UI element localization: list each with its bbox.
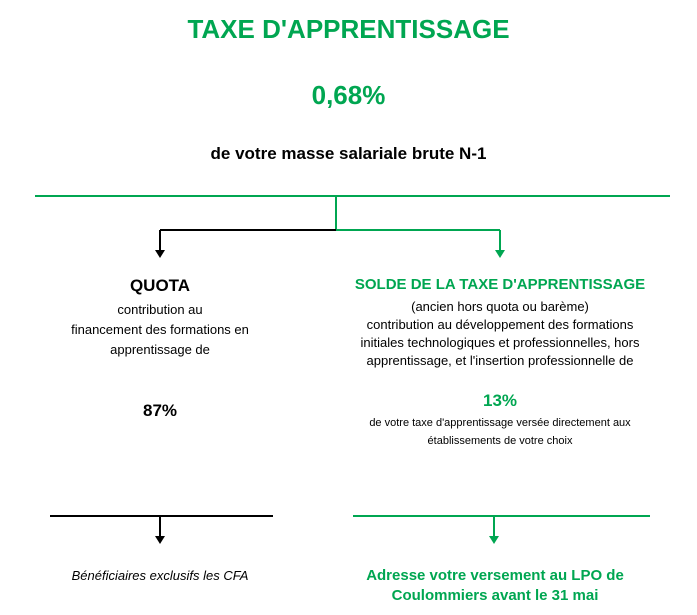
tax-rate: 0,68% xyxy=(311,80,386,110)
page-title: TAXE D'APPRENTISSAGE xyxy=(187,14,510,44)
solde-action: Adresse votre versement au LPO de Coulommiers avant le 31 mai xyxy=(366,567,624,604)
solde-title: SOLDE DE LA TAXE D'APPRENTISSAGE xyxy=(354,276,646,293)
solde-arrowhead xyxy=(495,250,505,258)
quota-beneficiaries: Bénéficiaires exclusifs les CFA xyxy=(71,568,249,583)
quota-description: contribution au financement des formations en apprentissage de xyxy=(71,302,249,357)
quota-title: QUOTA xyxy=(129,276,191,295)
solde-percent: 13% xyxy=(482,391,518,410)
solde-bottom-arrowhead xyxy=(489,536,499,544)
solde-note: de votre taxe d'apprentissage versée directement aux établissements de votre choix xyxy=(369,417,631,447)
rate-basis-text: de votre masse salariale brute N-1 xyxy=(210,144,487,163)
quota-arrowhead xyxy=(155,250,165,258)
quota-percent: 87% xyxy=(142,401,178,420)
solde-description: (ancien hors quota ou barème) contribution au développement des formations initiales technologiques et professionnelles, hors apprentissage, et l'insertion professionnelle de xyxy=(360,299,640,368)
quota-bottom-arrowhead xyxy=(155,536,165,544)
